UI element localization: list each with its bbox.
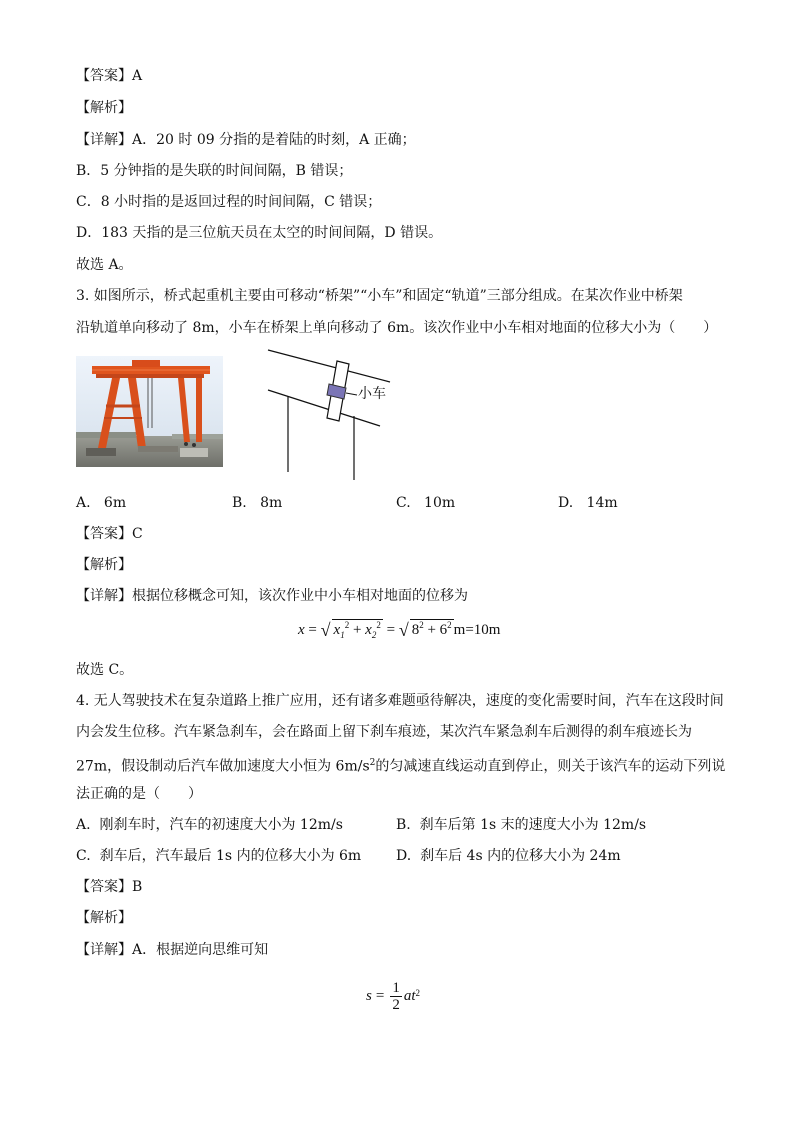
eq-n1: 8 [411,622,420,638]
q3-conclusion: 故选 C。 [76,662,134,678]
option-key: A. [76,817,91,833]
q3-option-d [558,493,618,513]
option-text: 10m [424,495,456,511]
q4-stem-line-4: 法正确的是（ ） [76,786,202,802]
option-key: C. [396,495,411,511]
eq-exp1: 2 [344,620,350,630]
answer-value: B [132,879,143,895]
q3-option-c [396,493,455,513]
eq-exp4: 2 [447,620,452,630]
q3-detail: 【详解】根据位移概念可知，该次作业中小车相对地面的位移为 [76,588,468,604]
q4-equation: s = $\frac{1}{2}$ at 2 [366,980,420,1013]
q2-detail-a: 【详解】A．20 时 09 分指的是着陆的时刻，A 正确； [76,132,416,148]
q4-stem-line-3-sup: 2 [369,758,376,768]
option-key: C. [76,848,91,864]
q4-option-a [76,815,343,835]
eq-lhs: s [366,988,372,1004]
option-key: B. [396,817,411,833]
crane-photo [76,356,223,467]
q3-answer [76,524,143,544]
option-key: A. [76,495,91,511]
option-key: D. [396,848,412,864]
q3-option-a [76,493,126,513]
option-text: 刹车后 4s 内的位移大小为 24m [420,848,621,864]
eq-sub2: 2 [371,630,377,640]
eq-sub1: 1 [340,630,345,640]
option-text: 14m [586,495,618,511]
option-text: 8m [260,495,283,511]
option-text: 刹车后第 1s 末的速度大小为 12m/s [419,817,647,833]
q2-detail-c: C．8 小时指的是返回过程的时间间隔，C 错误； [76,194,382,210]
answer-label: 【答案】 [76,879,132,895]
q4-option-d [396,846,621,866]
eq-rhs: at [403,988,416,1004]
answer-label: 【答案】 [76,68,132,84]
eq-denominator: 2 [392,997,400,1013]
q3-stem-line-2: 沿轨道单向移动了 8m，小车在桥架上单向移动了 6m。该次作业中小车相对地面的位移大小为（ ） [76,320,718,336]
q4-detail: 【详解】A．根据逆向思维可知 [76,942,269,958]
answer-label: 【答案】 [76,526,132,542]
crane-schematic [262,348,402,482]
q3-option-b [232,493,282,513]
q2-analysis-label: 【解析】 [76,100,132,116]
eq-exp3: 2 [419,620,424,630]
option-text: 6m [103,495,127,511]
eq-x1: x [333,622,341,638]
q4-stem-line-3-part-b: 的匀减速直线运动直到停止，则关于该汽车的运动下列说 [375,758,726,775]
option-key: B. [232,495,247,511]
eq-n2: 6 [439,622,448,638]
q4-answer [76,877,142,897]
eq-exp: 2 [415,988,420,998]
answer-value: C [132,526,143,542]
option-text: 刹车后，汽车最后 1s 内的位移大小为 6m [99,848,362,864]
q4-stem-line-2: 内会发生位移。汽车紧急刹车，会在路面上留下刹车痕迹，某次汽车紧急刹车后测得的刹车痕迹长为 [76,724,692,740]
eq-result: m=10m [453,622,501,638]
q2-answer [76,66,142,86]
eq-exp2: 2 [376,620,381,630]
trolley-label: 小车 [358,386,386,402]
q4-analysis-label: 【解析】 [76,910,132,926]
answer-value: A [132,68,143,84]
q2-detail-b: B．5 分钟指的是失联的时间间隔，B 错误； [76,163,353,179]
eq-numerator: 1 [392,980,400,996]
q2-detail-d: D．183 天指的是三位航天员在太空的时间间隔，D 错误。 [76,225,443,241]
q4-stem-line-3 [76,753,725,777]
q4-option-b [396,815,646,835]
q2-conclusion: 故选 A。 [76,257,133,273]
eq-x2: x [365,622,372,638]
q3-stem-line-1: 3. 如图所示，桥式起重机主要由可移动“桥架”“小车”和固定“轨道”三部分组成。在某次作业中桥架 [76,288,683,304]
eq-lhs: x [298,622,305,638]
q3-equation: x = √ $x_1^2 + x_2^2$ = √ $8^2 + 6^2$ m=10m [298,620,501,640]
q4-stem-line-1: 4. 无人驾驶技术在复杂道路上推广应用，还有诸多难题亟待解决，速度的变化需要时间，汽车在这段时间 [76,693,724,709]
option-text: 刚刹车时，汽车的初速度大小为 12m/s [99,817,343,833]
q3-analysis-label: 【解析】 [76,557,132,573]
q4-option-c [76,846,361,866]
q4-stem-line-3-part-a: 27m，假设制动后汽车做加速度大小恒为 6m/s [76,758,370,775]
option-key: D. [558,495,574,511]
